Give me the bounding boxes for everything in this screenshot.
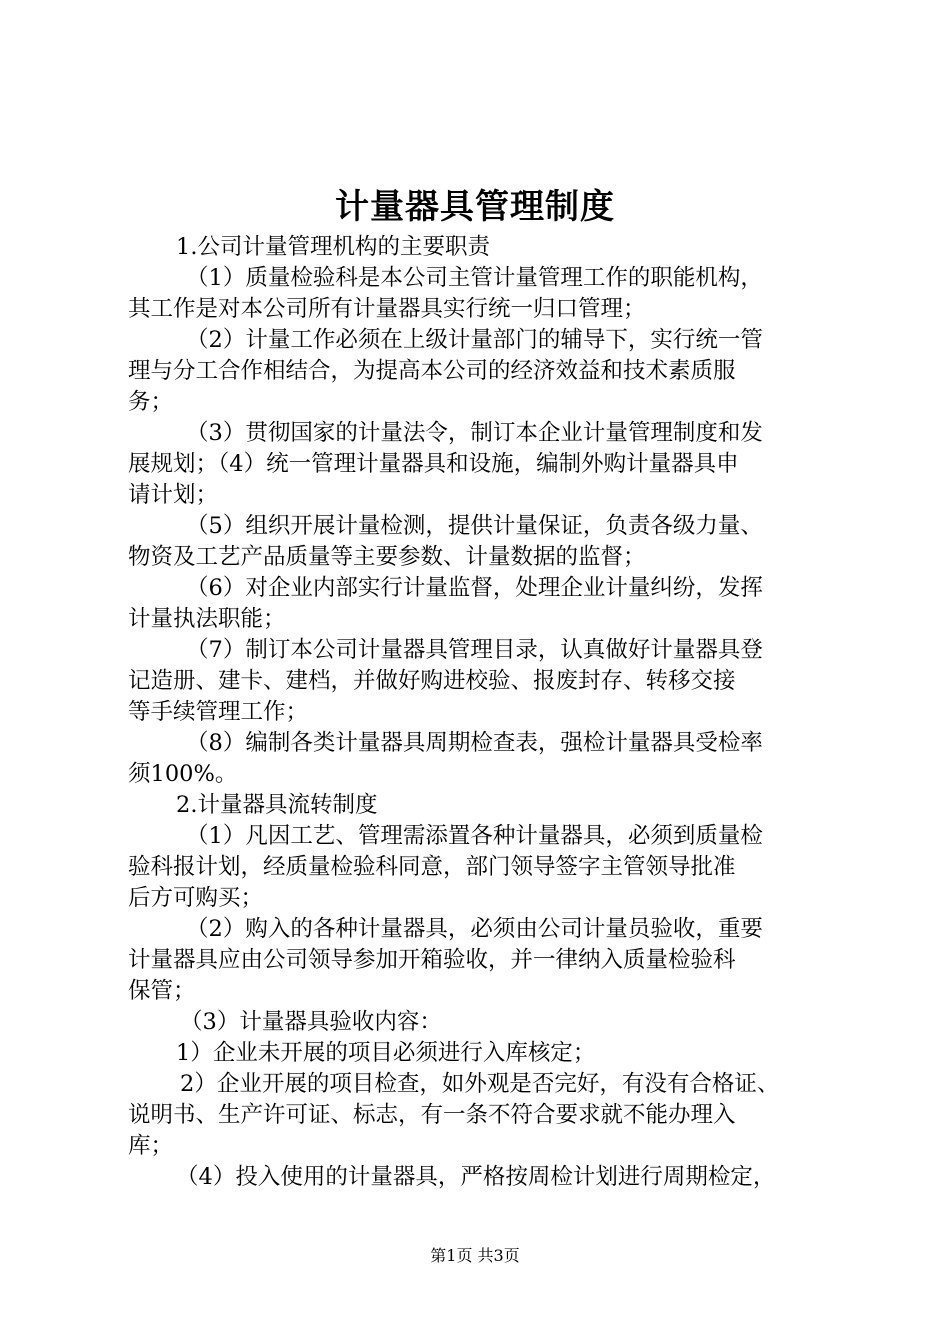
paragraph-line: （5）组织开展计量检测，提供计量保证，负责各级力量、 (186, 513, 763, 539)
paragraph-line: （3）计量器具验收内容： (180, 1009, 442, 1035)
paragraph-line: 后方可购买； (128, 885, 264, 911)
paragraph-line: 须100%。 (128, 761, 238, 787)
paragraph-line: （2）计量工作必须在上级计量部门的辅导下，实行统一管 (186, 327, 763, 353)
paragraph-line: （7）制订本公司计量器具管理目录，认真做好计量器具登 (186, 637, 763, 663)
paragraph-line: 务； (128, 389, 174, 415)
paragraph-line: 验科报计划，经质量检验科同意，部门领导签字主管领导批准 (128, 854, 736, 880)
paragraph-line: （8）编制各类计量器具周期检查表，强检计量器具受检率 (186, 730, 763, 756)
paragraph-line: 库； (128, 1133, 174, 1159)
paragraph-line: 物资及工艺产品质量等主要参数、计量数据的监督； (128, 544, 646, 570)
document-title: 计量器具管理制度 (335, 187, 615, 227)
paragraph-line: 展规划；（4）统一管理计量器具和设施，编制外购计量器具申 (128, 451, 739, 477)
paragraph-line: （6）对企业内部实行计量监督，处理企业计量纠纷，发挥 (186, 575, 763, 601)
paragraph-line: 计量器具应由公司领导参加开箱验收，并一律纳入质量检验科 (128, 947, 736, 973)
paragraph-line: 说明书、生产许可证、标志，有一条不符合要求就不能办理入 (128, 1102, 736, 1128)
paragraph-line: 2.计量器具流转制度 (176, 792, 378, 818)
document-body (128, 232, 828, 1193)
paragraph-line: 2）企业开展的项目检查，如外观是否完好，有没有合格证、 (180, 1071, 780, 1097)
paragraph-line: 记造册、建卡、建档，并做好购进校验、报废封存、转移交接 (128, 668, 736, 694)
paragraph-line: （2）购入的各种计量器具，必须由公司计量员验收，重要 (186, 916, 763, 942)
paragraph-line: 其工作是对本公司所有计量器具实行统一归口管理； (128, 296, 646, 322)
paragraph-line: （1）凡因工艺、管理需添置各种计量器具，必须到质量检 (186, 823, 763, 849)
paragraph-line: （4）投入使用的计量器具，严格按周检计划进行周期检定， (176, 1164, 776, 1190)
paragraph-line: 计量执法职能； (128, 606, 286, 632)
paragraph-line: 1）企业未开展的项目必须进行入库核定； (176, 1040, 596, 1066)
paragraph-line: 1.公司计量管理机构的主要职责 (176, 234, 490, 260)
paragraph-line: （1）质量检验科是本公司主管计量管理工作的职能机构， (186, 265, 763, 291)
paragraph-line: （3）贯彻国家的计量法令，制订本企业计量管理制度和发 (186, 420, 763, 446)
paragraph-line: 保管； (128, 978, 196, 1004)
page-number-footer: 第1页 共3页 (430, 1246, 520, 1265)
paragraph-line: 请计划； (128, 482, 219, 508)
paragraph-line: 等手续管理工作； (128, 699, 309, 725)
paragraph-line: 理与分工合作相结合，为提高本公司的经济效益和技术素质服 (128, 358, 736, 384)
